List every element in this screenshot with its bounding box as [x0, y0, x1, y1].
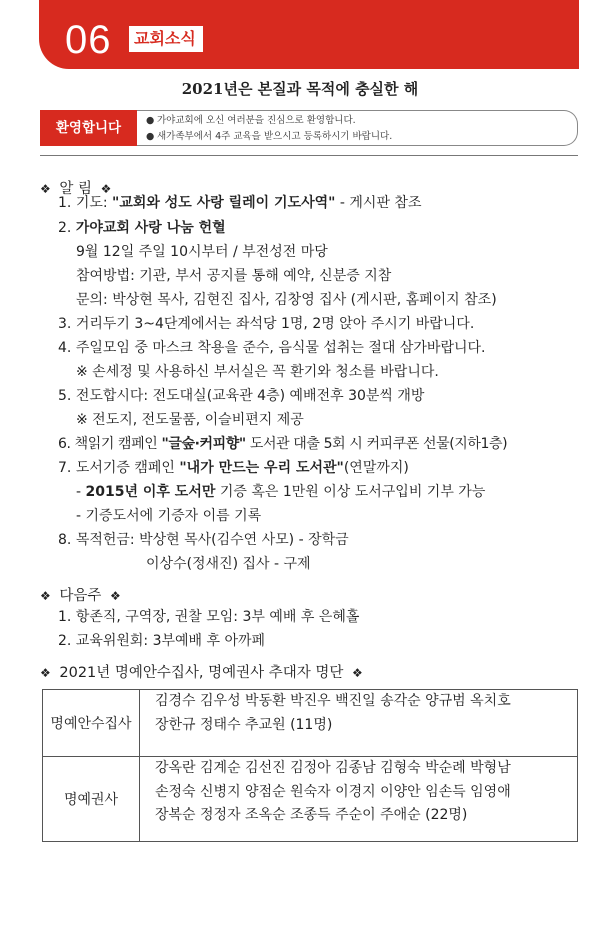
notice-note: ※ 손세정 및 사용하신 부서실은 꼭 환기와 청소를 바랍니다.	[76, 364, 439, 380]
honors-names: 김경수 김우성 박동환 박진우 백진일 송각순 양규범 옥치호 장한규 정태수 추교원 (11명)	[140, 690, 578, 757]
notice-detail: 문의: 박상현 목사, 김현진 집사, 김창영 집사 (게시판, 홈페이지 참조)	[76, 292, 497, 308]
diamond-icon: ❖	[40, 666, 51, 680]
next-week-heading	[40, 584, 121, 605]
table-row	[43, 690, 578, 757]
section-header-bar	[39, 0, 579, 69]
next-week-item: 2. 교육위원회: 3부예배 후 아까페	[58, 633, 266, 649]
notice-title: 알 림	[59, 181, 92, 197]
bullet-icon: ●	[146, 130, 155, 142]
section-title: 교회소식	[129, 26, 203, 52]
notice-subitem: - 기증도서에 기증자 이름 기록	[76, 508, 262, 524]
honors-names: 강옥란 김계순 김선진 김정아 김종남 김형숙 박순례 박형남 손정숙 신병지 양점순 원숙자 이경지 이양안 임손득 임영애 장복순 정정자 조옥순 조종득 주순이 주애순 (22명)	[140, 757, 578, 842]
diamond-icon: ❖	[40, 182, 51, 196]
notice-note: ※ 전도지, 전도물품, 이슬비편지 제공	[76, 412, 304, 428]
honors-row-header: 명예권사	[43, 757, 140, 842]
welcome-tab: 환영합니다	[40, 110, 137, 146]
honors-row-header: 명예안수집사	[43, 690, 140, 757]
welcome-line: ● 가야교회에 오신 여러분을 진심으로 환영합니다.	[146, 113, 577, 129]
notice-item: 5. 전도합시다: 전도대실(교육관 4층) 예배전후 30분씩 개방	[58, 388, 425, 404]
notice-item: 4. 주일모임 중 마스크 착용을 준수, 음식물 섭취는 절대 삼가바랍니다.	[58, 340, 486, 356]
table-row	[43, 757, 578, 842]
notice-item: 8. 목적헌금: 박상현 목사(김수연 사모) - 장학금	[58, 532, 349, 548]
notice-item: 6. 책읽기 캠페인 "글숲·커피향" 도서관 대출 5회 시 커피쿠폰 선물(지하1층)	[58, 436, 508, 452]
notice-item: 2. 가야교회 사랑 나눔 헌혈	[58, 220, 226, 236]
honors-title: 2021년 명예안수집사, 명예권사 추대자 명단	[59, 665, 344, 681]
diamond-icon: ❖	[100, 182, 112, 196]
next-week-item: 1. 항존직, 구역장, 권찰 모임: 3부 예배 후 은혜홀	[58, 609, 360, 625]
notice-subitem: - 2015년 이후 도서만 기증 혹은 1만원 이상 도서구입비 기부 가능	[76, 484, 486, 500]
notice-detail: 이상수(정새진) 집사 - 구제	[146, 556, 311, 572]
notice-item: 7. 도서기증 캠페인 "내가 만드는 우리 도서관"(연말까지)	[58, 460, 409, 476]
notice-item: 1. 기도: "교회와 성도 사랑 릴레이 기도사역" - 게시판 참조	[58, 195, 422, 211]
welcome-line: ● 새가족부에서 4주 교육을 받으시고 등록하시기 바랍니다.	[146, 129, 577, 145]
diamond-icon: ❖	[110, 589, 121, 603]
diamond-icon: ❖	[40, 589, 51, 603]
section-number: 06	[65, 18, 112, 62]
notice-detail: 참여방법: 기관, 부서 공지를 통해 예약, 신분증 지참	[76, 268, 392, 284]
divider	[40, 155, 578, 156]
notice-detail: 9월 12일 주일 10시부터 / 부전성전 마당	[76, 244, 328, 260]
bullet-icon: ●	[146, 115, 155, 126]
welcome-box	[137, 110, 578, 146]
next-week-title: 다음주	[59, 588, 102, 604]
diamond-icon: ❖	[352, 666, 363, 680]
yearly-theme-title: 2021년은 본질과 목적에 충실한 해	[181, 80, 419, 98]
notice-item: 3. 거리두기 3~4단계에서는 좌석당 1명, 2명 앉아 주시기 바랍니다.	[58, 316, 475, 332]
honors-heading	[40, 661, 363, 682]
honors-table	[42, 689, 578, 842]
